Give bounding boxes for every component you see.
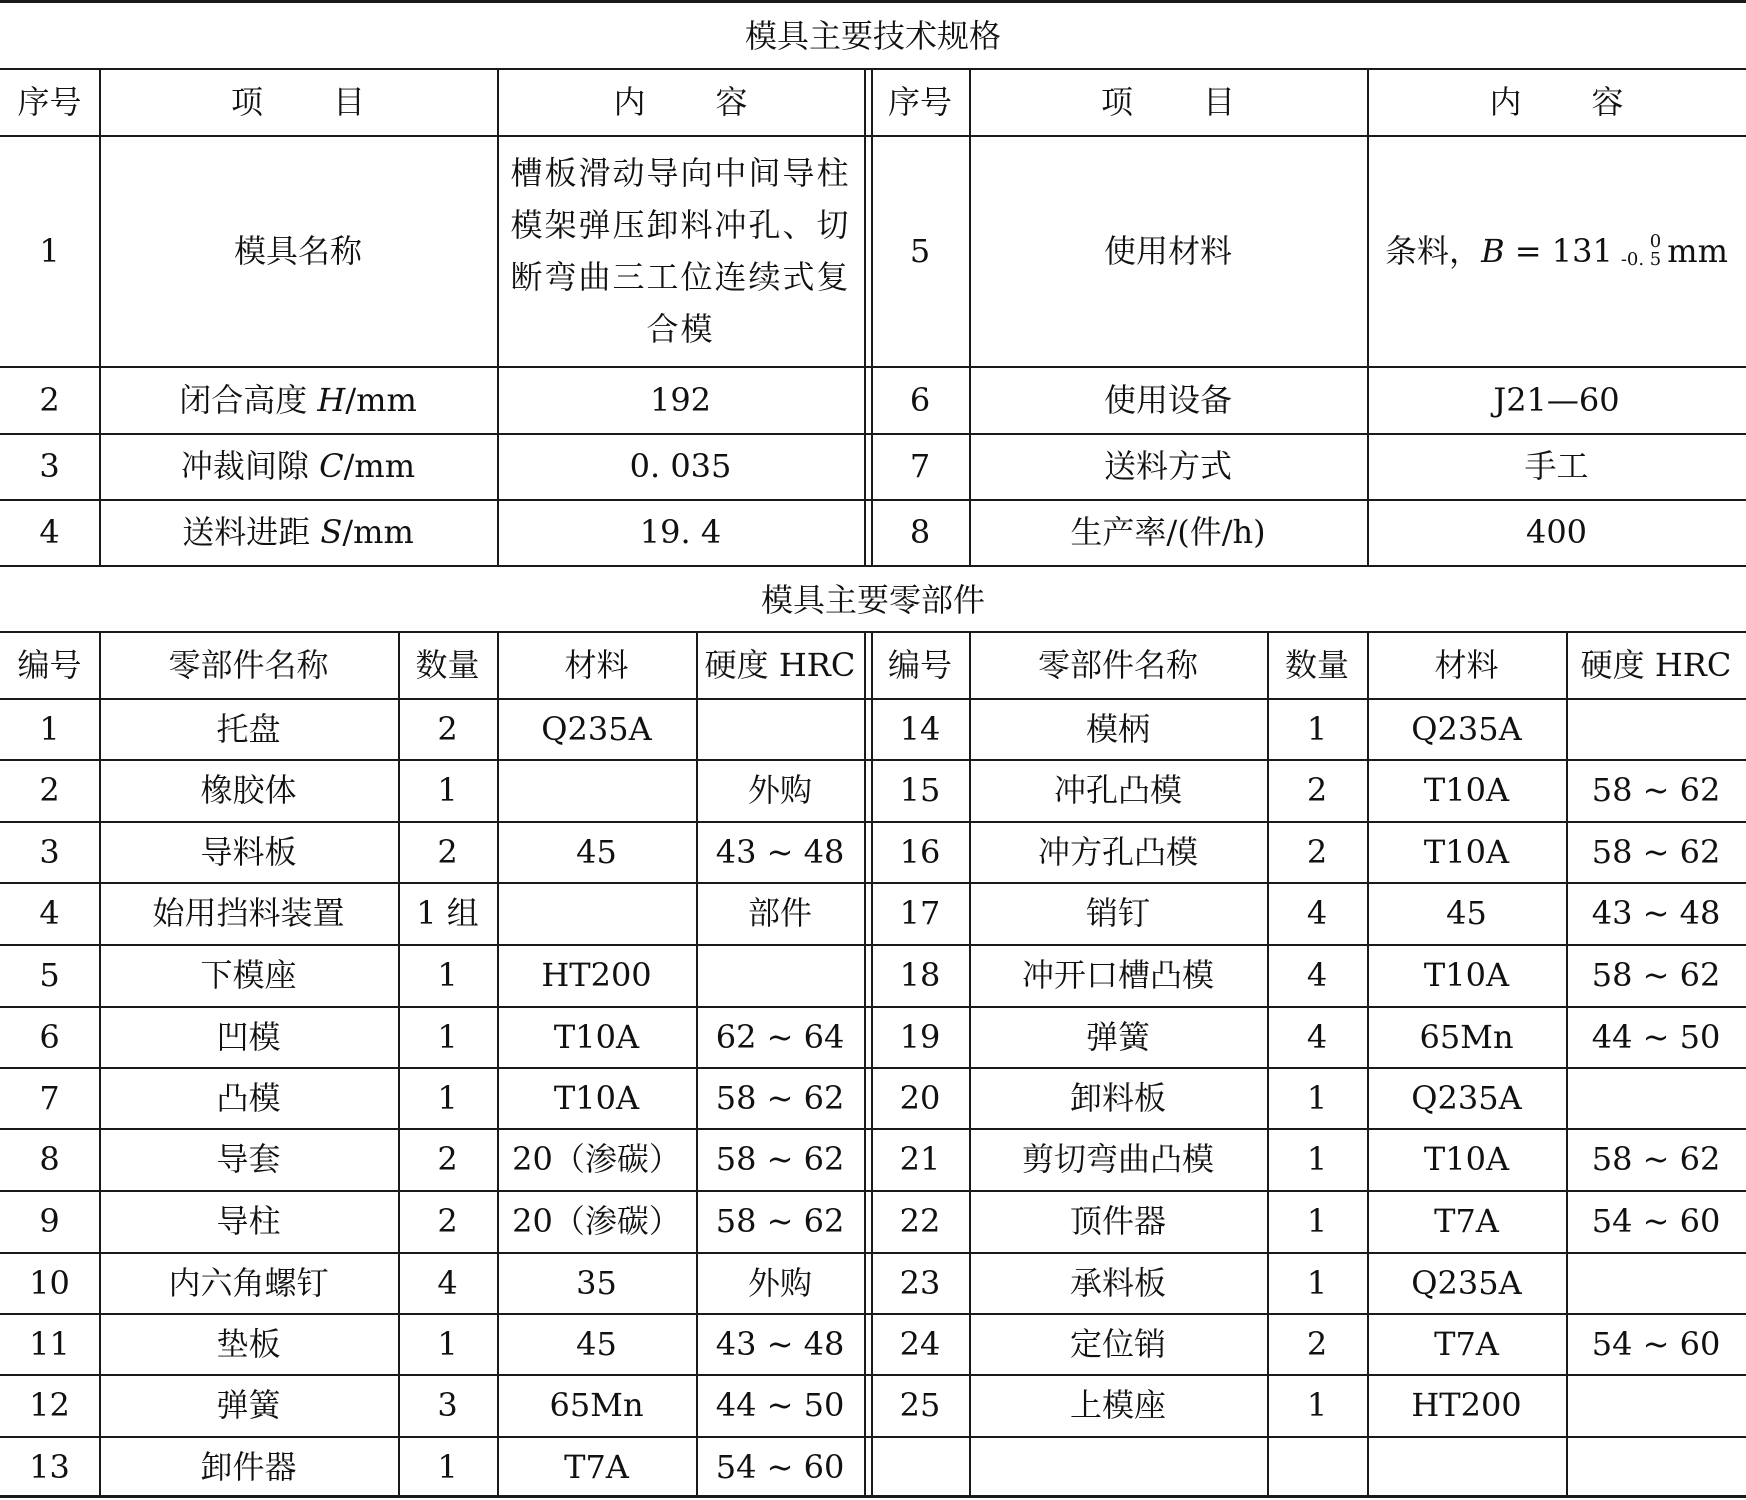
spec-header-item-char2: 目 [1203,82,1236,121]
part-quantity: 1 [1306,1140,1328,1178]
part-quantity: 4 [437,1263,458,1302]
part-name [969,1436,1267,1498]
spec-row-content [1367,135,1746,366]
part-material [497,882,696,944]
spec-header-item [969,68,1367,135]
part-quantity: 2 [437,1202,458,1240]
content-variable: B [1481,231,1505,270]
part-name: 托盘 [216,709,281,748]
part-hardness: 43 ~ 48 [1591,894,1721,932]
spec-row-no: 1 [39,231,60,270]
spec-row-item [99,499,497,565]
part-no: 23 [899,1263,941,1302]
part-name: 导柱 [216,1202,281,1240]
part-no: 13 [29,1448,70,1486]
part-quantity: 4 [1306,894,1328,932]
parts-header-hardness: 硬度 HRC [704,645,856,684]
spec-header-item-char1: 项 [1100,82,1133,121]
part-name: 销钉 [1085,894,1150,932]
part-no: 7 [39,1078,60,1117]
part-quantity: 1 [437,1324,458,1363]
spec-row-no: 3 [39,447,60,485]
part-name: 凸模 [216,1078,281,1117]
part-hardness [1566,1252,1746,1313]
part-quantity: 2 [1306,771,1328,809]
tolerance [1620,230,1662,270]
part-hardness: 58 ~ 62 [1591,1140,1721,1178]
part-hardness [696,944,864,1006]
part-material: HT200 [541,956,652,994]
column-rule [864,68,866,565]
part-hardness: 54 ~ 60 [715,1448,845,1486]
content-prefix: 条料， [1385,231,1482,270]
part-quantity: 2 [437,832,458,871]
part-name: 橡胶体 [200,771,297,809]
part-quantity: 2 [1306,1324,1328,1363]
parts-header-quantity: 数量 [415,645,480,684]
part-material [1367,1436,1566,1498]
part-name: 下模座 [200,956,297,994]
part-material: Q235A [541,709,652,748]
part-hardness: 43 ~ 48 [715,832,845,871]
spec-header-no: 序号 [887,82,952,121]
part-no: 12 [29,1386,70,1424]
spec-row-no: 8 [909,513,931,551]
part-hardness: 外购 [747,1263,812,1302]
item-unit: /mm [345,380,417,419]
item-unit: /mm [342,513,414,551]
part-material: 20（渗碳） [512,1202,681,1240]
spec-header-content-char1: 内 [1489,82,1522,121]
part-no: 24 [899,1324,941,1363]
part-material: 20（渗碳） [512,1140,681,1178]
part-quantity: 4 [1306,1017,1328,1056]
part-material: Q235A [1411,1078,1522,1117]
part-name: 卸料板 [1069,1078,1166,1117]
part-no: 5 [39,956,60,994]
spec-row-content: 192 [649,380,712,419]
part-name: 上模座 [1069,1386,1166,1424]
part-hardness: 58 ~ 62 [715,1078,845,1117]
parts-header-quantity: 数量 [1284,645,1349,684]
part-quantity: 1 [1306,709,1328,748]
spec-header-content [1367,68,1746,135]
spec-header-content-char2: 容 [715,82,748,121]
part-quantity: 1 [437,1448,458,1486]
part-name: 承料板 [1069,1263,1166,1302]
part-hardness: 58 ~ 62 [1591,956,1721,994]
spec-header-no: 序号 [17,82,82,121]
spec-header-item [99,68,497,135]
part-quantity: 2 [1306,832,1328,871]
spec-row-content: J21—60 [1493,380,1620,419]
part-hardness: 58 ~ 62 [715,1140,845,1178]
spec-row-no: 5 [909,231,931,270]
part-quantity: 1 [1306,1078,1328,1117]
part-material: T10A [553,1017,640,1056]
part-name: 冲开口槽凸模 [1021,956,1214,994]
part-name: 剪切弯曲凸模 [1021,1140,1214,1178]
spec-row-item: 送料方式 [1103,447,1232,485]
part-material: T10A [1423,956,1510,994]
spec-row-content: 19. 4 [639,513,722,551]
part-name: 弹簧 [1085,1017,1150,1056]
parts-section-title: 模具主要零部件 [760,581,985,619]
part-hardness [1566,1436,1746,1498]
part-quantity: 1 [437,956,458,994]
part-no: 1 [39,709,60,748]
part-no: 2 [39,771,60,809]
part-quantity: 1 [437,771,458,809]
part-hardness [1566,698,1746,759]
spec-row-item: 使用材料 [1103,231,1232,270]
part-hardness: 58 ~ 62 [1591,832,1721,871]
part-no [871,1436,969,1498]
part-material: T7A [1434,1202,1499,1240]
parts-header-material: 材料 [1434,645,1499,684]
part-material: 45 [576,832,617,871]
part-quantity: 3 [437,1386,458,1424]
parts-header-material: 材料 [564,645,629,684]
part-quantity [1267,1436,1367,1498]
part-material: 65Mn [1419,1017,1514,1056]
part-name: 内六角螺钉 [168,1263,329,1302]
part-material: HT200 [1411,1386,1522,1424]
spec-header-content [497,68,864,135]
part-hardness: 43 ~ 48 [715,1324,845,1363]
part-quantity: 1 组 [416,894,479,932]
parts-header-name: 零部件名称 [1037,645,1198,684]
part-name: 模柄 [1085,709,1150,748]
part-quantity: 2 [437,1140,458,1178]
part-name: 冲方孔凸模 [1037,832,1198,871]
part-quantity: 1 [1306,1386,1328,1424]
item-prefix: 冲裁间隙 [180,447,320,485]
spec-row-item: 模具名称 [233,231,362,270]
part-material: Q235A [1411,1263,1522,1302]
parts-header-no: 编号 [17,645,82,684]
part-name: 凹模 [216,1017,281,1056]
item-unit: /mm [343,447,416,485]
spec-row-item: 生产率/(件/h) [1070,513,1266,551]
part-hardness: 部件 [747,894,812,932]
spec-row-content: 400 [1525,513,1588,551]
part-name: 定位销 [1069,1324,1166,1363]
part-no: 21 [899,1140,941,1178]
part-no: 22 [899,1202,941,1240]
part-material: Q235A [1411,709,1522,748]
part-quantity: 1 [437,1017,458,1056]
part-no: 10 [29,1263,70,1302]
part-hardness [696,698,864,759]
part-material: T7A [564,1448,629,1486]
part-no: 8 [39,1140,60,1178]
spec-row-item: 使用设备 [1103,380,1232,419]
spec-row-no: 2 [39,380,60,419]
spec-header-item-char2: 目 [333,82,366,121]
part-name: 导套 [216,1140,281,1178]
spec-section-title: 模具主要技术规格 [744,17,1001,55]
part-no: 6 [39,1017,60,1056]
part-name: 冲孔凸模 [1053,771,1182,809]
part-name: 始用挡料装置 [152,894,345,932]
part-material: 65Mn [549,1386,644,1424]
part-material [497,759,696,821]
part-material: T7A [1434,1324,1499,1363]
content-unit: mm [1667,231,1728,270]
parts-header-name: 零部件名称 [168,645,329,684]
part-no: 11 [29,1324,70,1363]
part-quantity: 1 [1306,1263,1328,1302]
spec-row-item [99,433,497,499]
part-hardness: 54 ~ 60 [1591,1202,1721,1240]
part-no: 3 [39,832,60,871]
part-name: 弹簧 [216,1386,281,1424]
part-no: 18 [899,956,941,994]
part-hardness: 58 ~ 62 [1591,771,1721,809]
part-name: 顶件器 [1069,1202,1166,1240]
item-prefix: 闭合高度 [179,380,318,419]
item-variable: S [320,513,343,551]
part-no: 9 [39,1202,60,1240]
part-material: T10A [1423,1140,1510,1178]
part-quantity: 2 [437,709,458,748]
parts-header-no: 编号 [887,645,952,684]
part-material: T10A [553,1078,640,1117]
spec-row-no: 4 [39,513,60,551]
part-quantity: 4 [1306,956,1328,994]
part-hardness [1566,1067,1746,1128]
item-prefix: 送料进距 [182,513,321,551]
part-hardness [1566,1374,1746,1436]
spec-header-content-char1: 内 [613,82,646,121]
part-hardness: 外购 [747,771,812,809]
part-material: T10A [1423,771,1510,809]
spec-row-item [99,366,497,433]
part-name: 导料板 [200,832,297,871]
part-no: 19 [899,1017,941,1056]
part-material: 45 [1446,894,1487,932]
part-material: 35 [576,1263,617,1302]
part-hardness: 58 ~ 62 [715,1202,845,1240]
part-hardness: 44 ~ 50 [1591,1017,1721,1056]
item-variable: H [317,380,346,419]
part-name: 垫板 [216,1324,281,1363]
spec-row-no: 6 [909,380,931,419]
part-name: 卸件器 [200,1448,297,1486]
part-no: 17 [899,894,941,932]
part-no: 25 [899,1386,941,1424]
part-no: 15 [899,771,941,809]
part-no: 4 [39,894,60,932]
part-quantity: 1 [1306,1202,1328,1240]
part-hardness: 62 ~ 64 [715,1017,845,1056]
part-no: 16 [899,832,941,871]
spec-row-content: 手工 [1524,447,1589,485]
spec-header-content-char2: 容 [1591,82,1624,121]
part-material: T10A [1423,832,1510,871]
part-quantity: 1 [437,1078,458,1117]
part-no: 20 [899,1078,941,1117]
tolerance-upper: 0 [1649,230,1662,252]
part-material: 45 [576,1324,617,1363]
part-no: 14 [899,709,941,748]
item-variable: C [319,447,344,485]
column-rule [864,631,866,1498]
tolerance-lower: -0. 5 [1620,248,1662,270]
spec-row-no: 7 [909,447,931,485]
spec-row-content: 槽板滑动导向中间导柱模架弹压卸料冲孔、切断弯曲三工位连续式复合模 [510,153,851,348]
parts-header-hardness: 硬度 HRC [1580,645,1732,684]
content-equals: = 131 [1504,231,1613,270]
spec-header-item-char1: 项 [230,82,263,121]
spec-row-content: 0. 035 [629,447,732,485]
part-hardness: 54 ~ 60 [1591,1324,1721,1363]
part-hardness: 44 ~ 50 [715,1386,845,1424]
